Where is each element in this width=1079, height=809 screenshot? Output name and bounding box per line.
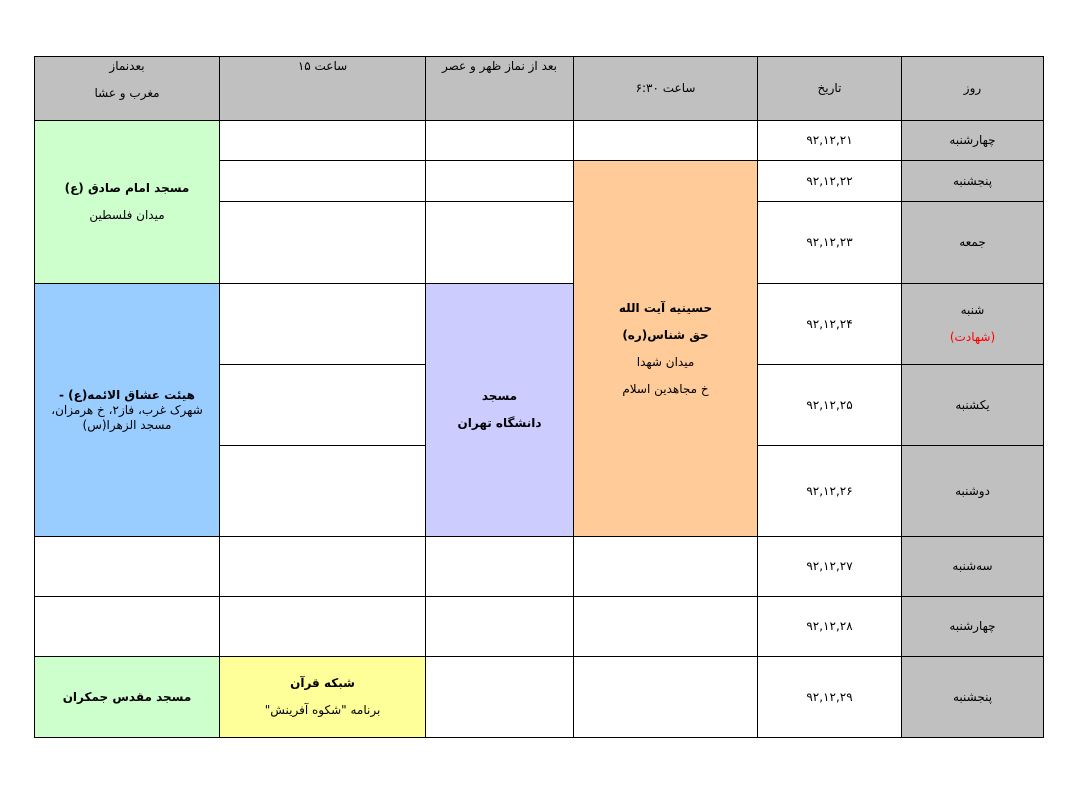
header-row <box>35 57 1044 121</box>
day-cell: جمعه <box>902 202 1044 284</box>
event-title: هیئت عشاق الائمه(ع) - <box>58 387 196 402</box>
header-630: ساعت ۶:۳۰ <box>574 57 758 121</box>
table-row <box>35 597 1044 657</box>
empty-cell <box>220 161 426 202</box>
empty-cell <box>220 202 426 284</box>
table-row <box>35 537 1044 597</box>
event-masjed-daneshgah <box>426 284 574 537</box>
date-cell: ۹۲,۱۲,۲۸ <box>758 597 902 657</box>
event-jamkaran <box>35 657 220 738</box>
day-cell <box>902 284 1044 365</box>
empty-cell <box>220 284 426 365</box>
header-date: تاریخ <box>758 57 902 121</box>
empty-cell <box>220 121 426 161</box>
event-location: میدان فلسطین <box>89 208 165 222</box>
day-cell: سه‌شنبه <box>902 537 1044 597</box>
empty-cell <box>220 446 426 537</box>
empty-cell <box>220 597 426 657</box>
event-subtitle: حق شناس(ره) <box>622 327 709 342</box>
day-cell: یکشنبه <box>902 365 1044 446</box>
header-after-zohr: بعد از نماز ظهر و عصر <box>426 57 574 121</box>
header-after-maghrib-line1: بعدنماز <box>109 59 145 73</box>
event-subtitle: برنامه "شکوه آفرینش" <box>264 703 381 717</box>
empty-cell <box>220 537 426 597</box>
schedule-table <box>34 56 1044 738</box>
event-masjed-sadegh <box>35 121 220 284</box>
event-hosseinieh <box>574 161 758 537</box>
event-location: میدان شهدا <box>636 354 695 369</box>
header-15: ساعت ۱۵ <box>220 57 426 121</box>
event-heyat <box>35 284 220 537</box>
date-cell: ۹۲,۱۲,۲۵ <box>758 365 902 446</box>
empty-cell <box>574 657 758 738</box>
empty-cell <box>574 121 758 161</box>
event-location: شهرک غرب، فاز۲، خ هرمزان، مسجد الزهرا(س) <box>51 402 203 432</box>
empty-cell <box>574 537 758 597</box>
date-cell: ۹۲,۱۲,۲۶ <box>758 446 902 537</box>
date-cell: ۹۲,۱۲,۲۳ <box>758 202 902 284</box>
day-cell: پنجشنبه <box>902 657 1044 738</box>
date-cell: ۹۲,۱۲,۲۹ <box>758 657 902 738</box>
day-note: (شهادت) <box>949 330 996 344</box>
date-cell: ۹۲,۱۲,۲۷ <box>758 537 902 597</box>
empty-cell <box>35 537 220 597</box>
empty-cell <box>220 365 426 446</box>
day-cell: پنجشنبه <box>902 161 1044 202</box>
table-row <box>35 121 1044 161</box>
empty-cell <box>426 121 574 161</box>
day-label: شنبه <box>960 303 985 317</box>
day-cell: دوشنبه <box>902 446 1044 537</box>
date-cell: ۹۲,۱۲,۲۲ <box>758 161 902 202</box>
empty-cell <box>426 202 574 284</box>
empty-cell <box>426 597 574 657</box>
header-day: روز <box>902 57 1044 121</box>
date-cell: ۹۲,۱۲,۲۱ <box>758 121 902 161</box>
empty-cell <box>426 161 574 202</box>
empty-cell <box>426 537 574 597</box>
empty-cell <box>35 597 220 657</box>
event-title: مسجد <box>481 389 518 403</box>
event-title: حسینیه آیت الله <box>618 300 713 315</box>
empty-cell <box>426 657 574 738</box>
day-cell: چهارشنبه <box>902 597 1044 657</box>
day-cell: چهارشنبه <box>902 121 1044 161</box>
header-after-maghrib-line2: مغرب و عشا <box>94 86 160 100</box>
event-street: خ مجاهدین اسلام <box>622 381 709 396</box>
table-row <box>35 284 1044 365</box>
event-title: مسجد امام صادق (ع) <box>64 181 190 195</box>
date-cell: ۹۲,۱۲,۲۴ <box>758 284 902 365</box>
empty-cell <box>574 597 758 657</box>
table-row <box>35 657 1044 738</box>
event-subtitle: دانشگاه تهران <box>457 416 542 430</box>
event-title: مسجد مقدس جمکران <box>62 689 192 704</box>
event-shabake-quran <box>220 657 426 738</box>
event-title: شبکه قرآن <box>290 676 355 690</box>
header-after-maghrib <box>35 57 220 121</box>
